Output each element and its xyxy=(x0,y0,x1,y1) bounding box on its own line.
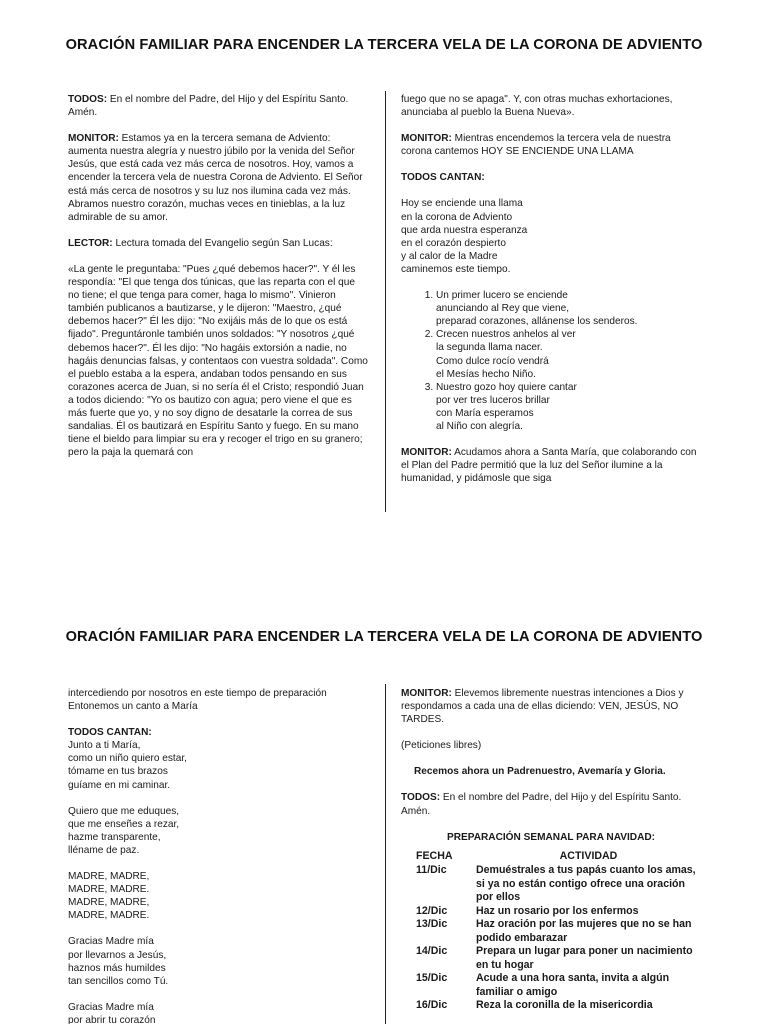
song-line: MADRE, MADRE, xyxy=(68,871,150,883)
table-row xyxy=(401,864,701,905)
hymn-verses xyxy=(401,289,701,433)
speaker-label: MONITOR: xyxy=(68,133,119,145)
song-line: lléname de paz. xyxy=(68,844,140,856)
row-date: 13/Dic xyxy=(416,918,448,931)
free-petitions: (Peticiones libres) xyxy=(401,740,482,752)
song-stanza xyxy=(68,935,368,987)
song-line: Gracias Madre mía xyxy=(68,1001,154,1013)
row-date: 11/Dic xyxy=(416,864,447,877)
chorus-line: que arda nuestra esperanza xyxy=(401,224,528,236)
speaker-label: MONITOR: xyxy=(401,133,452,145)
paragraph-monitor xyxy=(401,446,701,485)
table-header-row xyxy=(401,850,701,865)
column-header-date: FECHA xyxy=(416,849,453,862)
row-activity: Demuéstrales a tus papás cuanto los amas, si ya no están contigo ofrece una oración por ellos xyxy=(476,864,696,904)
song-line: Quiero que me eduques, xyxy=(68,805,180,817)
paragraph-lector xyxy=(68,237,368,250)
song-line: por abrir tu corazón xyxy=(68,1014,156,1024)
song-line: MADRE, MADRE. xyxy=(68,884,150,896)
table-row xyxy=(401,972,701,999)
paragraph-text: Lectura tomada del Evangelio según San Lucas: xyxy=(115,237,333,249)
song-line: guíame en mi caminar. xyxy=(68,779,171,791)
verse-item xyxy=(436,289,701,328)
song-line: MADRE, MADRE. xyxy=(68,910,150,922)
left-column xyxy=(68,687,368,1024)
paragraph-monitor xyxy=(68,132,368,224)
song-stanza xyxy=(68,739,368,791)
verse-line: 3. Nuestro gozo hoy quiere cantar xyxy=(436,381,577,393)
table-row xyxy=(401,945,701,972)
paragraph-monitor xyxy=(401,132,701,158)
speaker-label: MONITOR: xyxy=(401,447,452,459)
song-stanza xyxy=(68,805,368,857)
speaker-label: LECTOR: xyxy=(68,237,113,249)
chorus-line: caminemos este tiempo. xyxy=(401,263,511,275)
left-column xyxy=(68,93,368,472)
column-divider xyxy=(385,91,386,512)
speaker-label: MONITOR: xyxy=(401,688,452,699)
page-title: ORACIÓN FAMILIAR PARA ENCENDER LA TERCERA VELA DE LA CORONA DE ADVIENTO xyxy=(65,37,703,53)
verse-line: preparad corazones, allánense los senderos. xyxy=(436,316,638,328)
row-date: 14/Dic xyxy=(416,945,448,958)
document-page-2 xyxy=(0,512,768,1024)
todos-cantan-heading: TODOS CANTAN: xyxy=(401,172,485,184)
chorus-line: y al calor de la Madre xyxy=(401,250,498,262)
paragraph-text: Elevemos libremente nuestras intenciones a Dios y respondamos a cada una de ellas diciendo: VEN, JESÚS, NO TARDES. xyxy=(401,688,684,726)
speaker-label: TODOS: xyxy=(68,94,108,105)
row-activity: Prepara un lugar para poner un nacimiento en tu hogar xyxy=(476,945,693,971)
column-divider xyxy=(385,684,386,1024)
paragraph-todos xyxy=(401,791,701,817)
song-line: MADRE, MADRE, xyxy=(68,897,150,909)
paragraph-text: Acudamos ahora a Santa María, que colaborando con el Plan del Padre permitió que la luz del Señor ilumine a la humanidad, y pidámosle que siga xyxy=(401,447,697,485)
verse-line: 1. Un primer lucero se enciende xyxy=(436,290,568,302)
song-line: haznos más humildes xyxy=(68,962,166,974)
page-title: ORACIÓN FAMILIAR PARA ENCENDER LA TERCERA VELA DE LA CORONA DE ADVIENTO xyxy=(65,629,703,645)
song-line: tan sencillos como Tú. xyxy=(68,975,169,987)
song-line: tómame en tus brazos xyxy=(68,766,168,778)
gospel-reading: «La gente le preguntaba: "Pues ¿qué debemos hacer?". Y él les respondía: "El que tenga dos túnicas, que las reparta con el que no tiene; el que tenga para comer, haga lo mismo". Vinieron también publicanos a bautizarse, y le dijeron: "Maestro, ¿qué debemos hacer?" Él les dijo: "No exijáis más de lo que os está fijado". Preguntáronle también unos soldados: "Y nosotros ¿qué debemos hacer?". Él les dijo: "No hagáis extorsión a nadie, no hagáis denuncias falsas, y contentaos con vuestra soldada". Como el pueblo estaba a la espera, andaban todos pensando en sus corazones acerca de Juan, si no sería él el Cristo; respondió Juan a todos diciendo: "Yo os bautizo con agua; pero viene el que es más fuerte que yo, y no soy digno de desatarle la correa de sus sandalias. Él os bautizará en Espíritu Santo y fuego. En su mano tiene el bieldo para limpiar su era y recoger el trigo en su granero; pero la paja la quemará con xyxy=(68,263,368,459)
row-date: 15/Dic xyxy=(416,972,448,985)
verse-line: el Mesías hecho Niño. xyxy=(436,368,536,380)
song-line: Gracias Madre mía xyxy=(68,936,154,948)
table-row xyxy=(401,918,701,945)
verse-line: anunciando al Rey que viene, xyxy=(436,303,569,315)
table-row xyxy=(401,905,701,919)
chorus-line: en el corazón despierto xyxy=(401,237,506,249)
chorus-line: Hoy se enciende una llama xyxy=(401,198,523,210)
verse-line: con María esperamos xyxy=(436,407,534,419)
paragraph-text: Estamos ya en la tercera semana de Adviento: aumenta nuestra alegría y nuestro júbilo por la venida del Señor Jesús, que está cada vez más cerca de nosotros. Hoy, vamos a encender la tercera vela de nuestra Corona de Adviento. El Señor está más cerca de nosotros y su luz nos ilumina cada vez más. Abramos nuestro corazón, muchas veces en tinieblas, a la luz admirable de su amor. xyxy=(68,133,363,223)
paragraph-text: Mientras encendemos la tercera vela de nuestra corona cantemos HOY SE ENCIENDE UNA LLAMA xyxy=(401,133,671,158)
right-column xyxy=(401,93,701,498)
gospel-continuation: fuego que no se apaga". Y, con otras muchas exhortaciones, anunciaba al pueblo la Buena Nueva». xyxy=(401,94,673,119)
song-line: como un niño quiero estar, xyxy=(68,753,187,765)
paragraph-todos xyxy=(68,93,368,119)
row-activity: Acude a una hora santa, invita a algún familiar o amigo xyxy=(476,972,670,998)
todos-cantan-heading: TODOS CANTAN: xyxy=(68,727,152,739)
verse-item xyxy=(436,328,701,380)
paragraph-intercession: intercediendo por nosotros en este tiempo de preparación Entonemos un canto a María xyxy=(68,688,327,713)
song-stanza xyxy=(68,1001,368,1024)
verse-line: 2. Crecen nuestros anhelos al ver xyxy=(436,329,576,341)
paragraph-monitor xyxy=(401,687,701,726)
table-row xyxy=(401,999,701,1013)
song-line: Junto a ti María, xyxy=(68,740,141,752)
row-date: 16/Dic xyxy=(416,999,448,1012)
prayer-instruction: Recemos ahora un Padrenuestro, Avemaría y Gloria. xyxy=(414,766,666,778)
hymn-chorus xyxy=(401,197,701,276)
row-activity: Reza la coronilla de la misericordia xyxy=(476,999,653,1012)
song-line: que me enseñes a rezar, xyxy=(68,818,180,830)
row-date: 12/Dic xyxy=(416,904,448,917)
verse-item xyxy=(436,381,701,433)
verse-line: la segunda llama nacer. xyxy=(436,342,543,354)
speaker-label: TODOS: xyxy=(401,792,441,804)
right-column xyxy=(401,687,701,1013)
verse-line: por ver tres luceros brillar xyxy=(436,394,550,406)
weekly-prep-table xyxy=(401,850,701,1013)
verse-line: al Niño con alegría. xyxy=(436,420,523,432)
paragraph-text: En el nombre del Padre, del Hijo y del Espíritu Santo. Amén. xyxy=(68,94,349,119)
column-header-activity: ACTIVIDAD xyxy=(559,849,618,862)
weekly-prep-title: PREPARACIÓN SEMANAL PARA NAVIDAD: xyxy=(446,831,656,843)
row-activity: Haz un rosario por los enfermos xyxy=(476,904,639,917)
row-activity: Haz oración por las mujeres que no se han podido embarazar xyxy=(476,918,692,944)
song-line: hazme transparente, xyxy=(68,831,161,843)
verse-line: Como dulce rocío vendrá xyxy=(436,355,549,367)
song-stanza xyxy=(68,870,368,922)
song-line: por llevarnos a Jesús, xyxy=(68,949,167,961)
chorus-line: en la corona de Adviento xyxy=(401,211,513,223)
paragraph-text: En el nombre del Padre, del Hijo y del Espíritu Santo. Amén. xyxy=(401,792,682,817)
